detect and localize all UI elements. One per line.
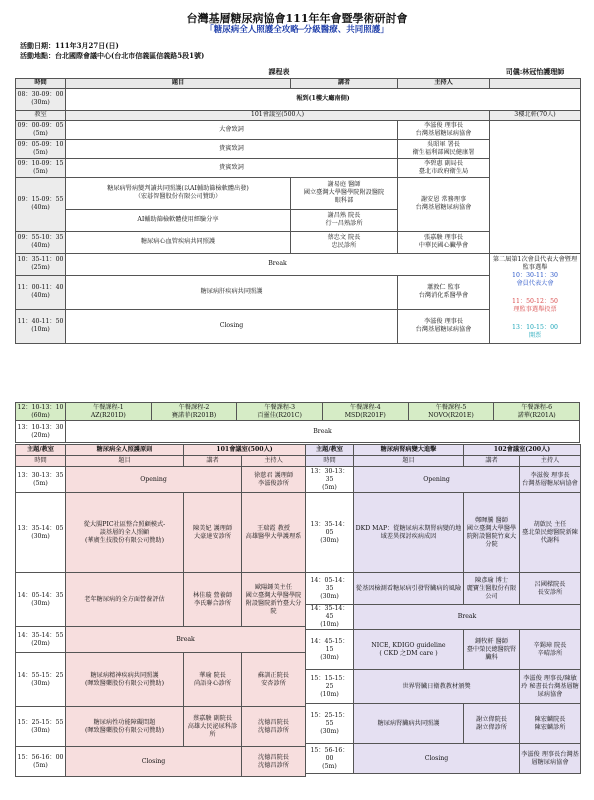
session-speaker: 林佳璇 營養師 李氏聯合診所 [184, 573, 242, 627]
session-speaker: 蔡忠文 院長 忠民診所 [291, 231, 398, 253]
header-topic: 題目 [66, 78, 291, 88]
session-host: 胡啟民 主任 臺北榮民總醫院新陳代謝科 [520, 493, 581, 573]
session-topic: NICE, KDIGO guideline ( CKD 之DM care ) [354, 630, 464, 670]
session-speaker: 蔡嘉駿 副院長 高雄大民泌尿科診所 [184, 707, 242, 747]
session-topic: Closing [66, 309, 398, 343]
session-time: 14：35-14：45 (10m) [306, 605, 354, 630]
session-host: 吳昭軍 署長 衛生福利部國民健康署 [398, 139, 490, 158]
session-topic: 糖尿病腎臟病共同照護 [354, 704, 464, 744]
session-topic: 從大腸PIC社區整合照顧模式- 談基層的全人照顧 (華廣生技股份有限公司贊助) [66, 493, 184, 573]
header-topic: 題目 [354, 456, 464, 467]
session-topic: Opening [354, 467, 520, 493]
header-speaker: 講者 [464, 456, 520, 467]
session-speaker: 謝易庭 醫師 國立臺灣大學醫學院附設醫院 眼科部 [291, 177, 398, 209]
lunch-course: 午餐課程-3 百靈佳(R201C) [237, 403, 323, 421]
session-topic: 糖尿病肝疾病共同照護 [66, 275, 398, 309]
session-topic: 大會致詞 [66, 120, 398, 139]
session-time: 14：55-15：25 (30m) [16, 653, 66, 707]
session-host: 謝安恩 常務理事 台灣基層糖尿病協會 [398, 177, 490, 231]
session-time: 10：35-11：00 (25m) [16, 253, 66, 275]
session-topic: Closing [66, 747, 242, 777]
lunch-course: 午餐課程-6 諾華(R201A) [494, 403, 580, 421]
session-topic: DKD MAP：從糖尿病末期腎病變的地域差異探討疾病成因 [354, 493, 464, 573]
lunch-course: 午餐課程-5 NOVO(R201E) [408, 403, 494, 421]
session-speaker: 謝立偉院長 謝立偉診所 [464, 704, 520, 744]
header-time: 時間 [16, 456, 66, 467]
side-event: 11：50-12：50 理監事選舉投票 [512, 297, 558, 313]
afternoon-left-table [15, 444, 306, 777]
page-subtitle: 「糖尿病全人照護全攻略─分級醫療、共同照護」 [205, 25, 389, 35]
main-room: 101會議室(500人) [66, 110, 490, 120]
lunch-time: 12：10-13：10 (60m) [16, 403, 66, 421]
session-topic: 糖尿病心血管疾病共同照護 [66, 231, 291, 253]
break-time: 13：10-13：30 (20m) [16, 421, 66, 443]
session-host: 沈德昌院長 沈德昌診所 [242, 707, 306, 747]
side-event: 10：30-11：30 會員代表大會 [512, 271, 558, 287]
session-topic: Break [66, 253, 490, 275]
event-date: 活動日期：111年3月27日(日) [20, 41, 119, 50]
session-topic: 糖尿病腎病變判讀共同照護(以AI輔助篩檢軟體出發) （宏碁智醫股份有限公司贊助） [66, 177, 291, 209]
lunch-course: 午餐課程-1 AZ(R201D) [66, 403, 152, 421]
header-topic: 題目 [66, 456, 184, 467]
session-host: 呂國樑院長 長安診所 [520, 573, 581, 605]
schedule-label: 課程表 [268, 66, 290, 76]
session-host: 李滋俊 理事長 台灣基層糖尿病協會 [398, 120, 490, 139]
session-topic: Opening [66, 467, 242, 493]
header-time: 時間 [306, 456, 354, 467]
side-room: 3樓北軒(70人) [490, 110, 581, 120]
lunch-table [15, 402, 580, 443]
session-time: 13：30-13：35 (5m) [16, 467, 66, 493]
emcee: 司儀:林冠怡護理師 [505, 66, 565, 76]
session-topic: Break [66, 627, 306, 653]
session-host: 蕭敦仁 監事 台灣消化系醫學會 [398, 275, 490, 309]
theme-label: 主題/教室 [16, 445, 66, 456]
session-host: 李滋俊 理事長台灣基層糖尿病協會 [520, 744, 581, 774]
side-event: 13：10-15：00 開票 [512, 323, 558, 339]
session-time: 13：30-13：35 (5m) [306, 467, 354, 493]
header-time: 時間 [16, 78, 66, 88]
session-topic: 糖尿病性功能障礙問題 (暉致醫藥股份有限公司贊助) [66, 707, 184, 747]
session-time: 09：55-10：35 (40m) [16, 231, 66, 253]
session-topic: Closing [354, 744, 520, 774]
morning-schedule-table [15, 66, 581, 344]
header-host: 主持人 [398, 78, 490, 88]
session-topic: Break [354, 605, 581, 630]
session-topic: 老年糖尿病的全方面營養評估 [66, 573, 184, 627]
header-host: 主持人 [520, 456, 581, 467]
session-host: 徐慈君 護理師 李滋俊診所 [242, 467, 306, 493]
afternoon-right-table [305, 444, 581, 774]
session-time: 14：45-15：15 (30m) [306, 630, 354, 670]
session-time: 09：05-09：10 (5m) [16, 139, 66, 158]
session-time: 15：25-15：55 (30m) [306, 704, 354, 744]
session-host: 蘇訓正院長 安杏診所 [242, 653, 306, 707]
session-time: 14：05-14：35 (30m) [306, 573, 354, 605]
session-speaker: 鄭暉騰 醫師 國立臺灣大學醫學院附設醫院竹東大分院 [464, 493, 520, 573]
side-event: 第二屆第1次會員代表大會暨理監事選舉 [492, 255, 578, 271]
session-topic: AI輔助篩檢軟體使用經驗分享 [66, 209, 291, 231]
session-speaker: 謝昌熟 院長 行一昌熟診所 [291, 209, 398, 231]
session-time: 15：56-16：00 (5m) [306, 744, 354, 774]
session-speaker: 陳彥瑜 博士 麗寶生醫股份有限公司 [464, 573, 520, 605]
event-venue: 活動地點：台北國際會議中心(台北市信義區信義路5段1號) [20, 51, 205, 60]
page-title: 台灣基層糖尿病協會111年年會暨學術研討會 [186, 12, 408, 25]
header-speaker: 講者 [291, 78, 398, 88]
session-time: 15：56-16：00 (5m) [16, 747, 66, 777]
session-time: 14：05-14：35 (30m) [16, 573, 66, 627]
session-host: 李碧惠 副局長 臺北市政府衛生局 [398, 158, 490, 177]
session-time: 13：35-14：05 (30m) [306, 493, 354, 573]
room: 102會議室(200人) [464, 445, 581, 456]
session-host: 張嘉駿 理事長 中華民國心臟學會 [398, 231, 490, 253]
header-speaker: 講者 [184, 456, 242, 467]
session-topic: 貴賓致詞 [66, 158, 398, 177]
session-host: 李滋俊 理事長 台灣基層糖尿病協會 [520, 467, 581, 493]
session-speaker: 華瑜 院長 尚語身心診所 [184, 653, 242, 707]
lunch-course: 午餐課程-2 賽諾菲(R201B) [151, 403, 237, 421]
session-speaker: 陳美妃 護理師 大豪達安診所 [184, 493, 242, 573]
session-topic: 貴賓致詞 [66, 139, 398, 158]
session-host: 辛錫璋 院長 辛晴診所 [520, 630, 581, 670]
registration-text: 報到(1樓大廳南側) [66, 88, 581, 110]
lunch-course: 午餐課程-4 MSD(R201F) [322, 403, 408, 421]
room-label: 教室 [16, 110, 66, 120]
session-host: 李滋俊 理事長/陳敏玲 秘書長台灣基層糖尿病協會 [520, 670, 581, 704]
session-host: 王瑞霞 教授 高雄醫學大學護理系 [242, 493, 306, 573]
session-time: 09：00-09：05 (5m) [16, 120, 66, 139]
session-speaker: 鍾牧軒 醫師 臺中榮民總醫院腎臟科 [464, 630, 520, 670]
session-time: 09：15-09：55 (40m) [16, 177, 66, 231]
session-time: 13：35-14：05 (30m) [16, 493, 66, 573]
session-topic: 糖尿病精神疾病共同照護 (暉致醫藥股份有限公司贊助) [66, 653, 184, 707]
session-time: 15：25-15：55 (30m) [16, 707, 66, 747]
session-time: 15：15-15：25 (10m) [306, 670, 354, 704]
theme-label: 主題/教室 [306, 445, 354, 456]
session-topic: 從基因檢測看糖尿病引發腎臟病的風險 [354, 573, 464, 605]
session-topic: 世界腎臟日衛教教材頒獎 [354, 670, 520, 704]
session-time: 11：40-11：50 (10m) [16, 309, 66, 343]
session-time: 14：35-14：55 (20m) [16, 627, 66, 653]
header-host: 主持人 [242, 456, 306, 467]
session-time: 11：00-11：40 (40m) [16, 275, 66, 309]
session-time: 09：10-09：15 (5m) [16, 158, 66, 177]
session-host: 李滋俊 理事長 台灣基層糖尿病協會 [398, 309, 490, 343]
session-host: 歐陽鍾美主任 國立臺灣大學醫學院附設醫院新竹臺大分院 [242, 573, 306, 627]
registration-time: 08：30-09：00 (30m) [16, 88, 66, 110]
break-label: Break [66, 421, 580, 443]
session-host: 沈德昌院長 沈德昌診所 [242, 747, 306, 777]
session-host: 陳宏麟院長 陳宏麟診所 [520, 704, 581, 744]
theme: 糖尿病腎病變大進擊 [354, 445, 464, 456]
theme: 糖尿病全人照護原則 [66, 445, 184, 456]
room: 101會議室(500人) [184, 445, 306, 456]
